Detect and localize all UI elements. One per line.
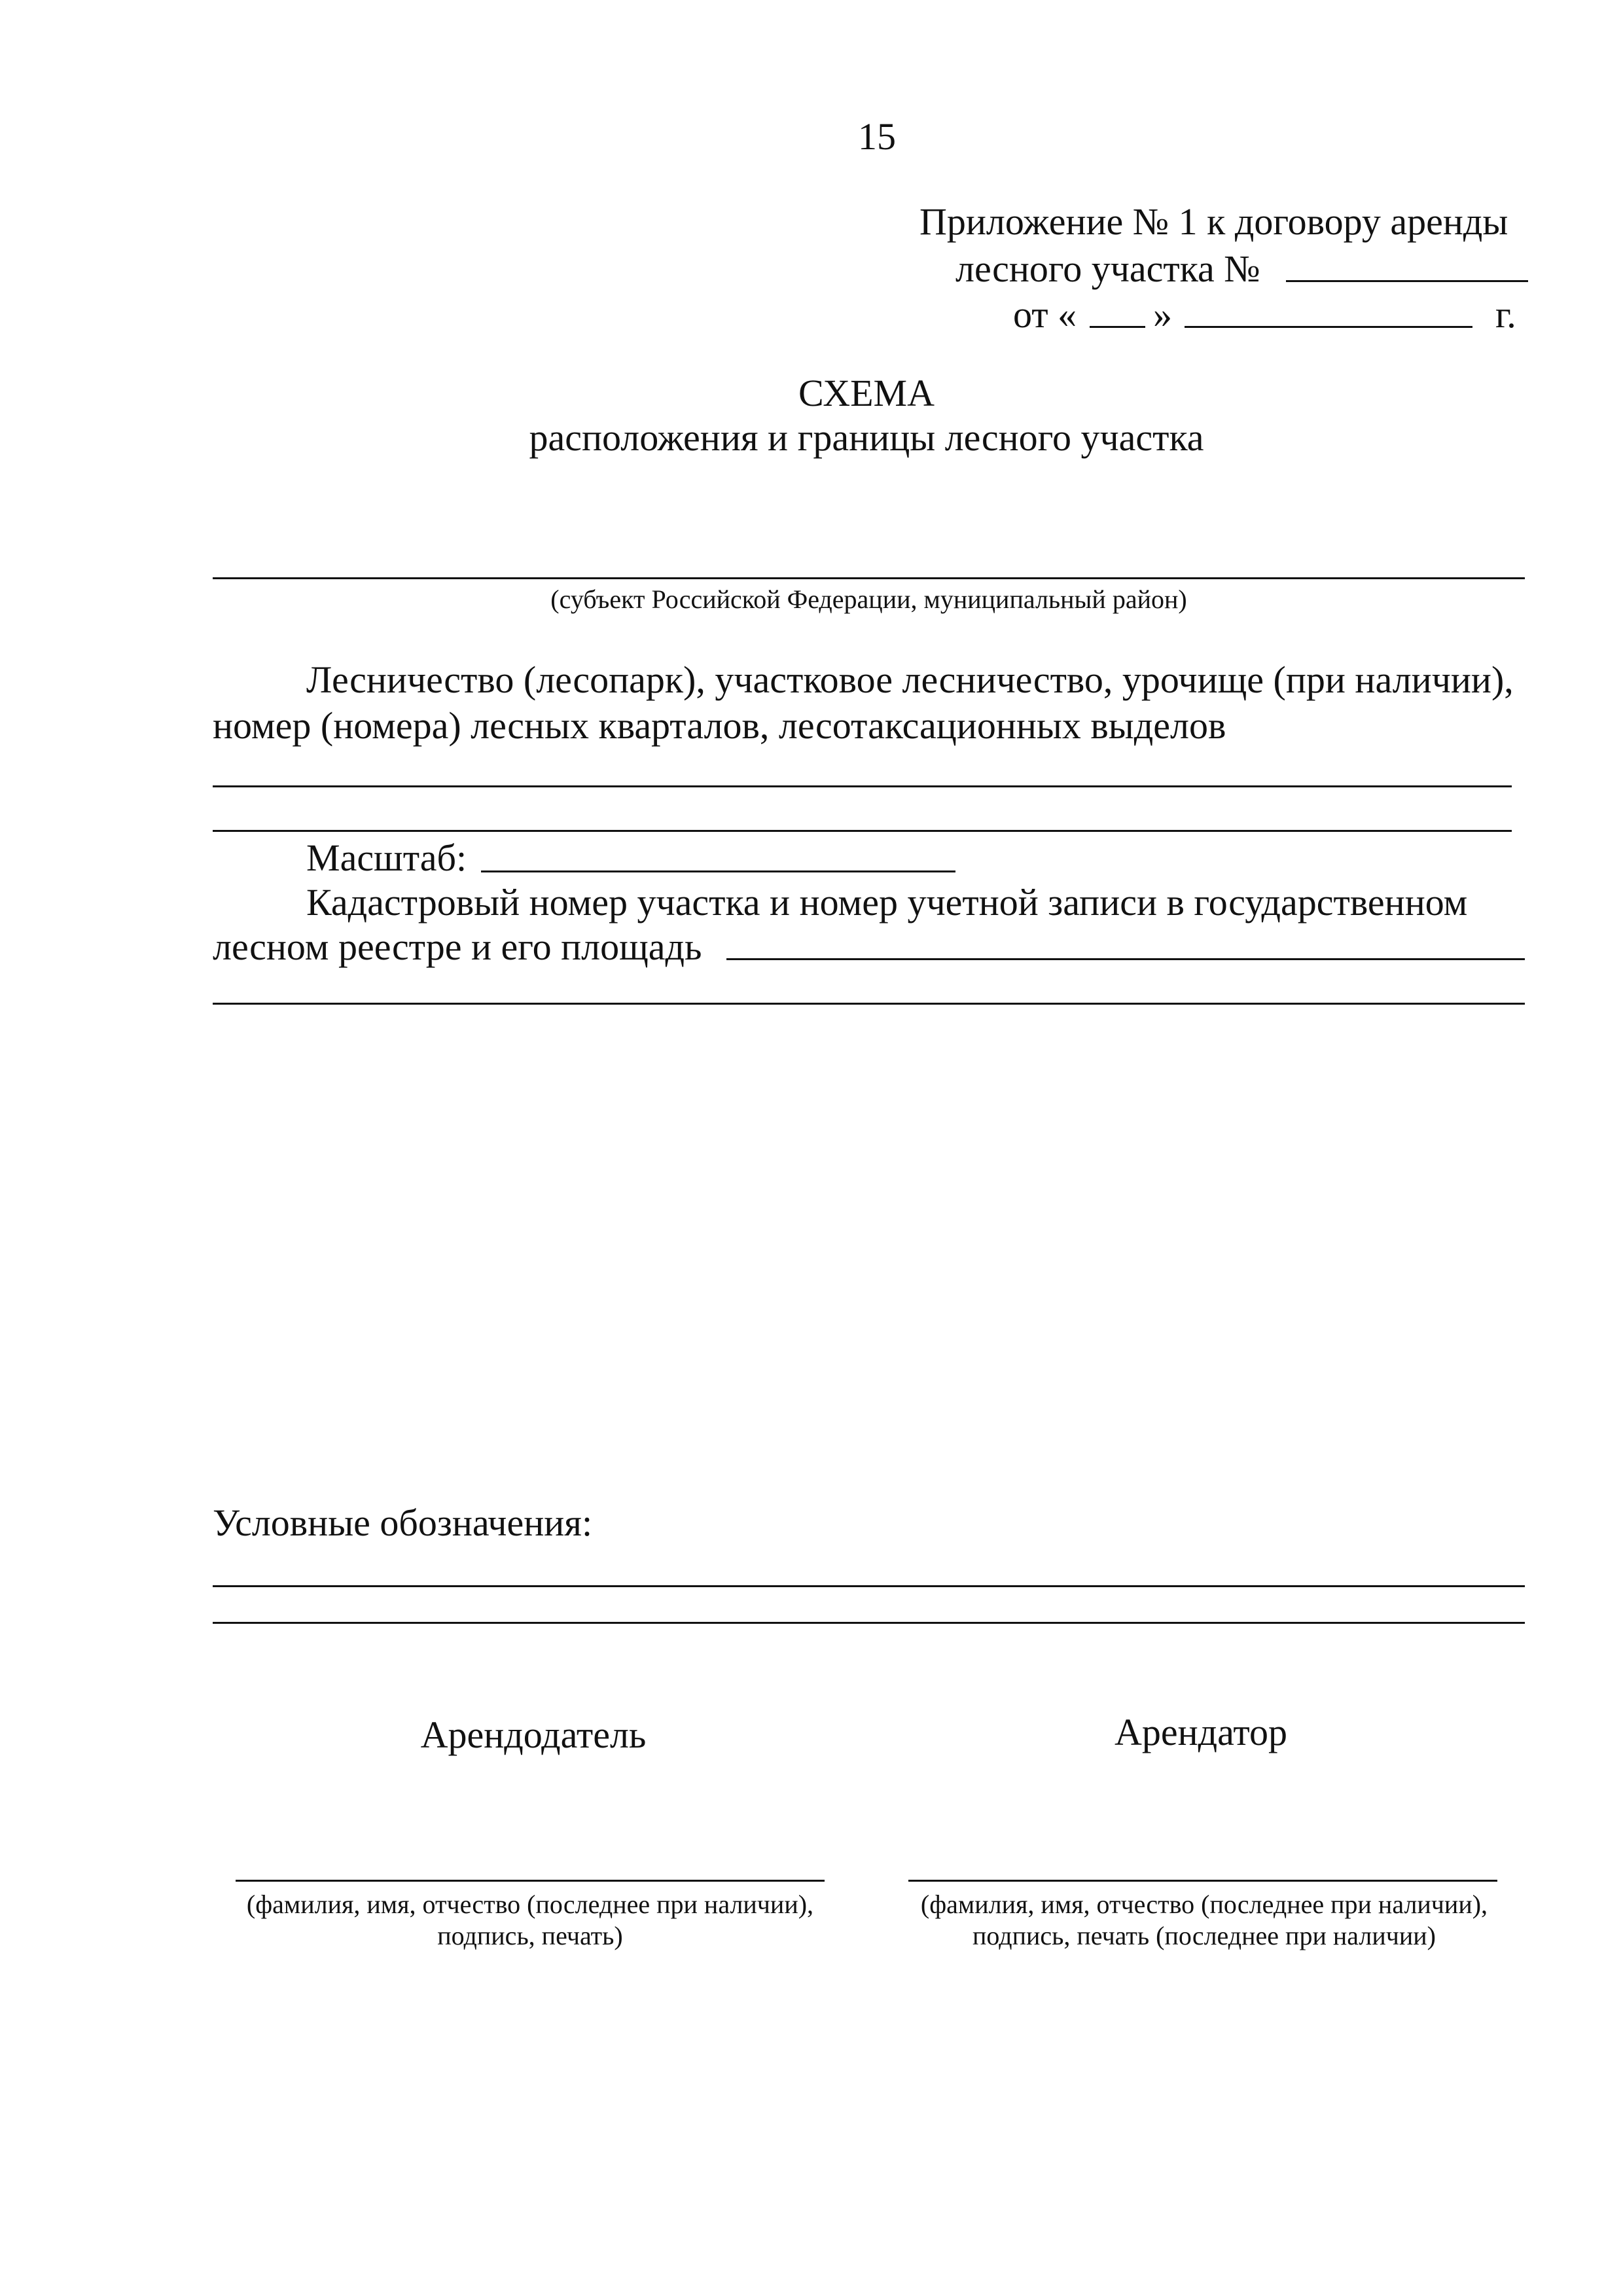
lessee-title: Арендатор (1114, 1711, 1287, 1753)
scale-label: Масштаб: (306, 836, 467, 879)
date-close-quote: » (1153, 293, 1172, 336)
year-suffix: г. (1495, 293, 1516, 336)
subject-line[interactable] (213, 577, 1525, 579)
appendix-line-1: Приложение № 1 к договору аренды (919, 200, 1508, 243)
legend-blank-1[interactable] (213, 1585, 1525, 1587)
date-from-label: от « (1013, 293, 1077, 336)
cadastral-blank-inline[interactable] (726, 958, 1525, 960)
schema-subheading: расположения и границы лесного участка (529, 416, 1204, 459)
appendix-line-2: лесного участка № (955, 247, 1260, 290)
cadastral-blank-2[interactable] (213, 1003, 1525, 1005)
legend-blank-2[interactable] (213, 1622, 1525, 1624)
forestry-blank-1[interactable] (213, 785, 1512, 787)
lessor-caption-1: (фамилия, имя, отчество (последнее при наличии), (246, 1890, 814, 1919)
forestry-blank-2[interactable] (213, 830, 1512, 832)
cadastral-line-1: Кадастровый номер участка и номер учетной записи в государственном (306, 881, 1468, 924)
forestry-line-2: номер (номера) лесных кварталов, лесотаксационных выделов (213, 704, 1226, 747)
lessee-caption-2: подпись, печать (последнее при наличии) (972, 1921, 1436, 1950)
page-number: 15 (858, 115, 896, 158)
lessee-caption-1: (фамилия, имя, отчество (последнее при наличии), (920, 1890, 1488, 1919)
subject-caption: (субъект Российской Федерации, муниципальный район) (550, 584, 1187, 614)
date-month-blank[interactable] (1185, 326, 1472, 328)
forestry-line-1: Лесничество (лесопарк), участковое лесничество, урочище (при наличии), (306, 658, 1514, 701)
scale-blank[interactable] (481, 870, 955, 872)
contract-number-blank[interactable] (1286, 280, 1528, 282)
date-day-blank[interactable] (1090, 326, 1145, 328)
legend-label: Условные обозначения: (213, 1501, 593, 1544)
lessor-caption-2: подпись, печать) (437, 1921, 623, 1950)
schema-heading: СХЕМА (798, 372, 935, 414)
lessee-signature-line[interactable] (908, 1880, 1497, 1882)
cadastral-line-2: лесном реестре и его площадь (213, 925, 702, 968)
lessor-title: Арендодатель (420, 1713, 647, 1756)
lessor-signature-line[interactable] (236, 1880, 825, 1882)
